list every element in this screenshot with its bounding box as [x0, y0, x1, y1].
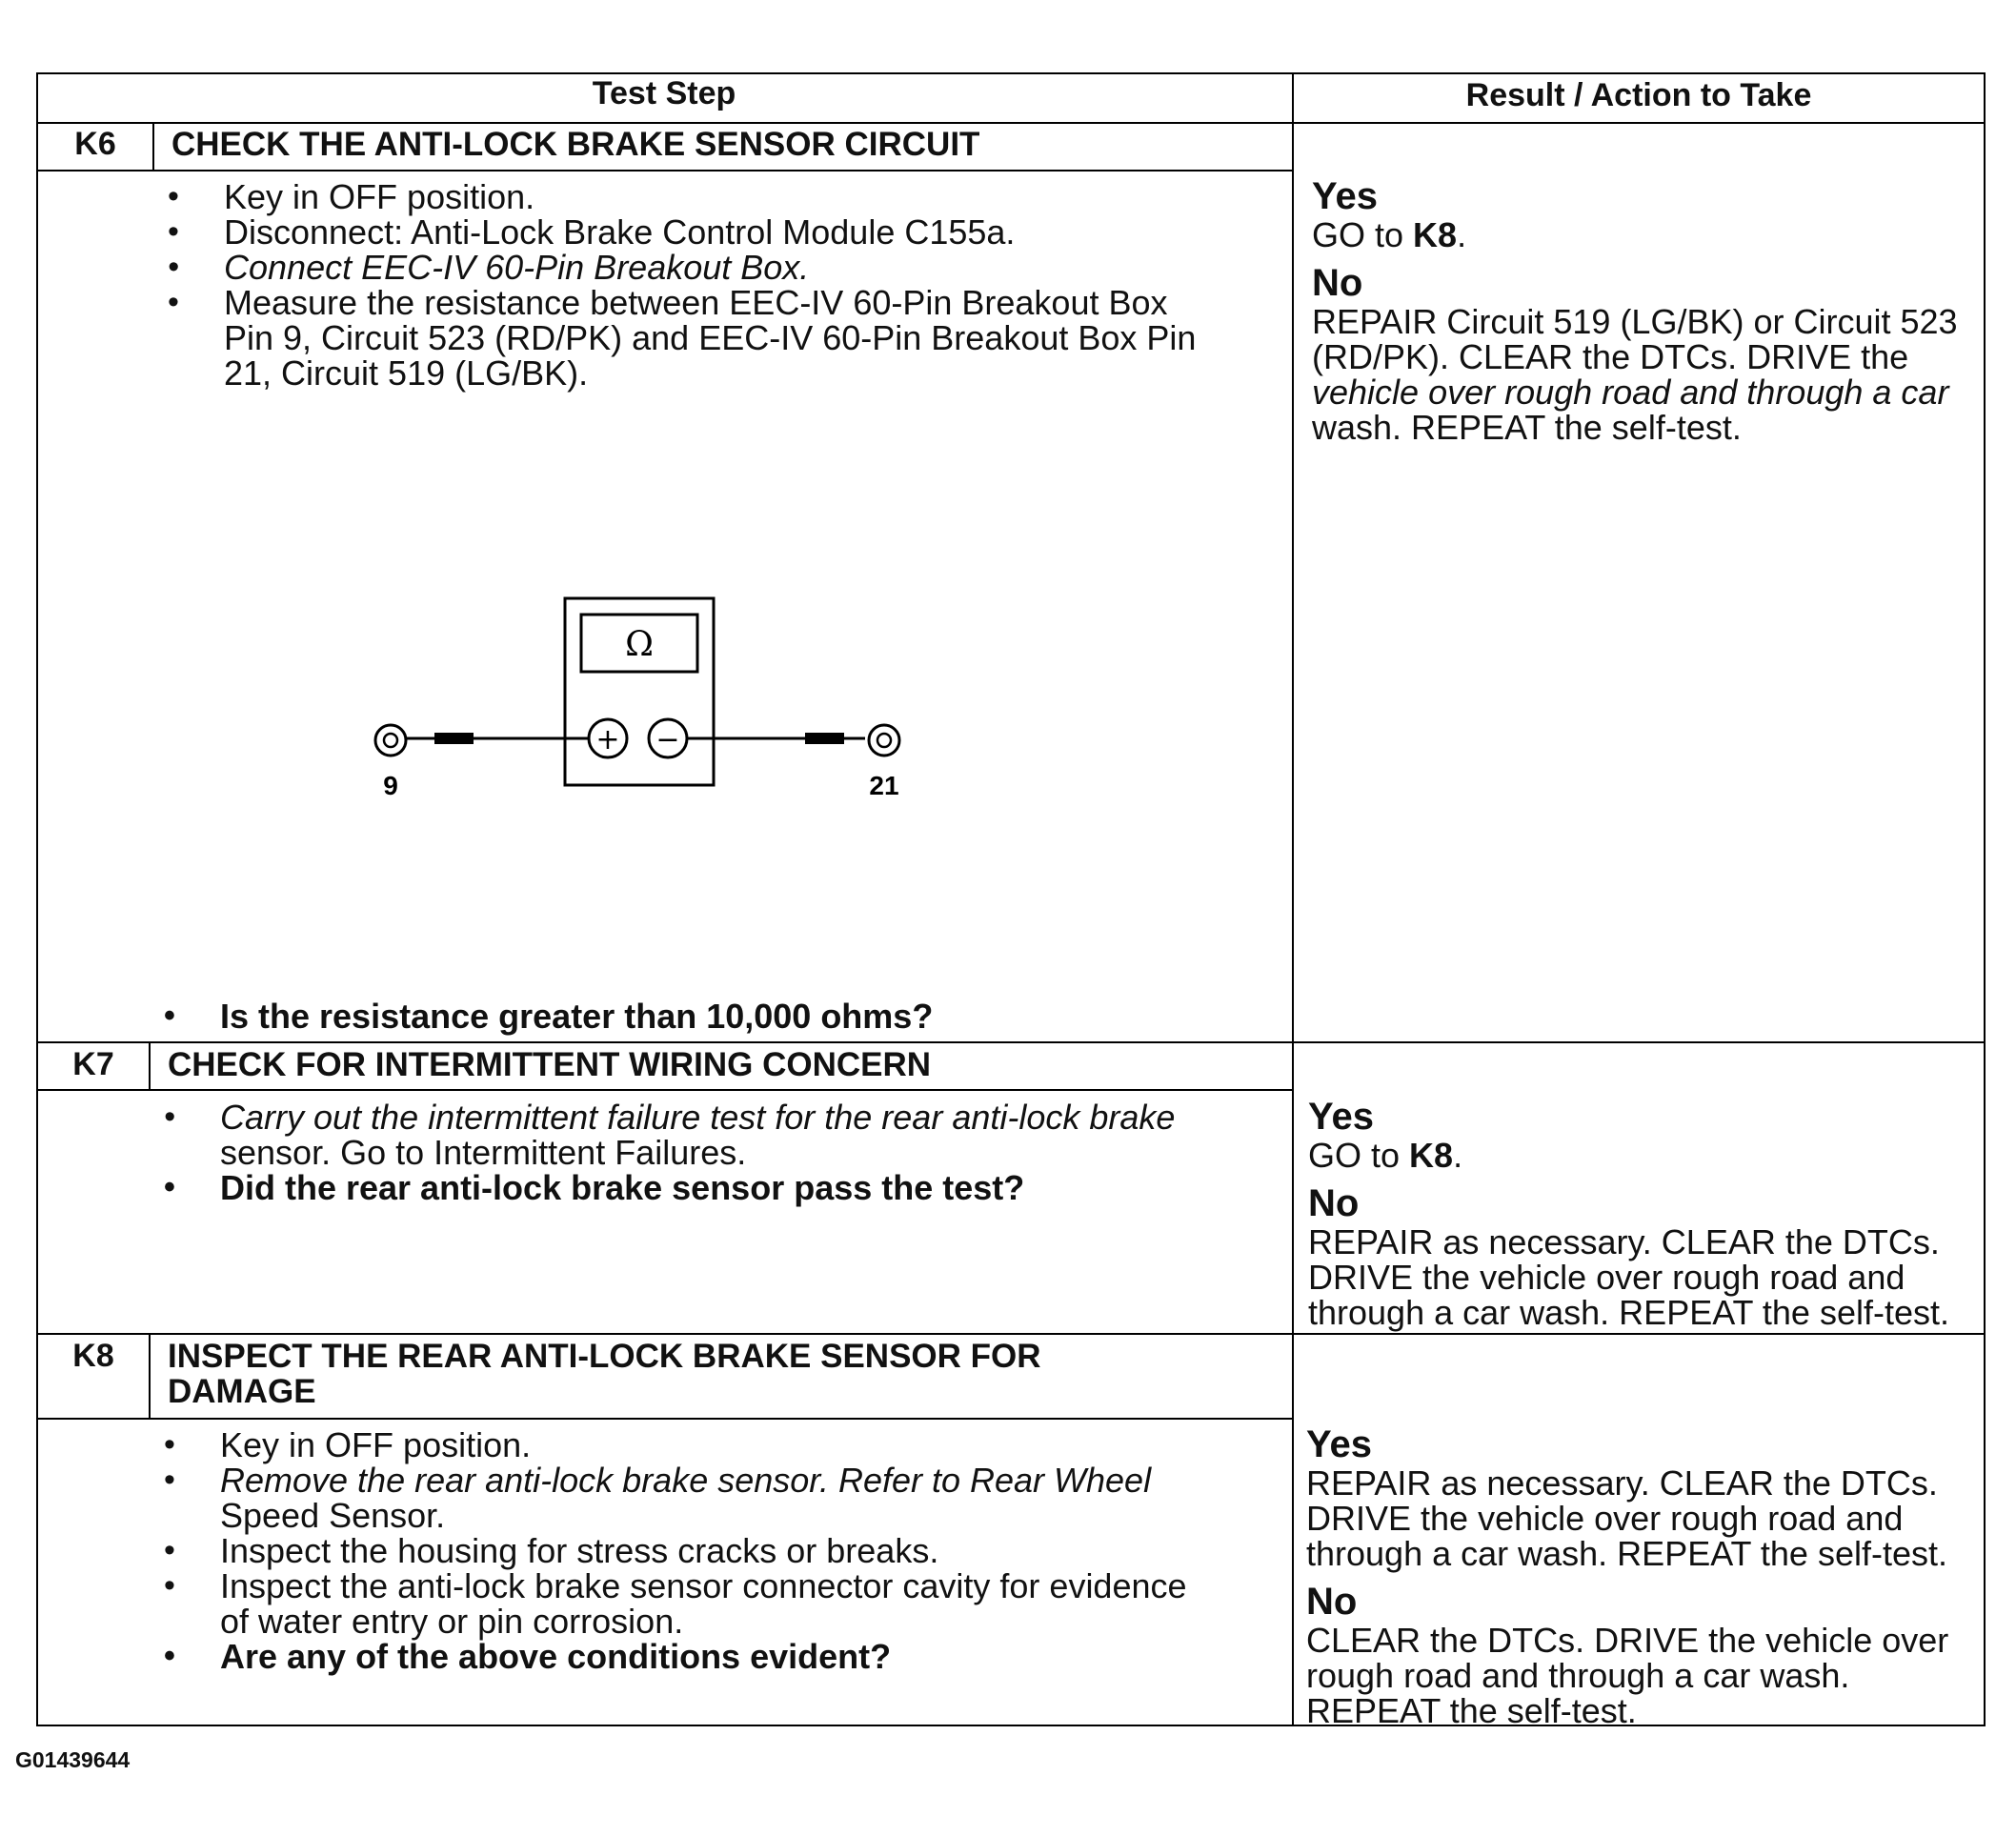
- pin-9-label: 9: [383, 771, 398, 800]
- figure-id: G01439644: [15, 1747, 131, 1772]
- yes-label: Yes: [1306, 1423, 1372, 1465]
- header-result-action: Result / Action to Take: [1465, 77, 1812, 113]
- pin-21-label: 21: [869, 771, 899, 800]
- ohm-symbol: Ω: [625, 625, 654, 664]
- k8-title-line-1: INSPECT THE REAR ANTI-LOCK BRAKE SENSOR FOR: [168, 1338, 1041, 1375]
- table-right-border: [1984, 72, 1986, 1726]
- header-bottom-border: [36, 122, 1986, 124]
- k6-k7-row-separator: [36, 1041, 1986, 1043]
- right-probe-tip: [805, 733, 844, 744]
- k7-code-divider: [149, 1041, 151, 1089]
- list-item: • Is the resistance greater than 10,000 ohms?: [164, 999, 933, 1034]
- pin-9-connector: [375, 725, 406, 756]
- list-item: • Inspect the anti-lock brake sensor connector cavity for evidence of water entry or pin corrosion.: [164, 1568, 1187, 1639]
- k8-code-divider: [149, 1333, 151, 1418]
- column-divider: [1292, 72, 1294, 1726]
- table-left-border: [36, 72, 38, 1726]
- k7-code: K7: [72, 1046, 114, 1082]
- list-item: • Are any of the above conditions evident?: [164, 1639, 1187, 1674]
- list-item: • Connect EEC-IV 60-Pin Breakout Box.: [168, 250, 1196, 285]
- yes-label: Yes: [1312, 175, 1378, 217]
- k6-code-divider: [152, 122, 154, 170]
- svg-text:−: −: [655, 723, 680, 757]
- left-probe-tip: [434, 733, 474, 744]
- pin-21-connector: [869, 725, 899, 756]
- table-top-border: [36, 72, 1986, 74]
- k6-title: CHECK THE ANTI-LOCK BRAKE SENSOR CIRCUIT: [171, 126, 980, 163]
- list-item: • Measure the resistance between EEC-IV 60-Pin Breakout Box Pin 9, Circuit 523 (RD/PK) and EEC-IV 60-Pin Breakout Box Pin 21, Circuit 519 (LG/BK).: [168, 285, 1196, 391]
- ohmmeter-diagram: [362, 591, 934, 819]
- k6-step-list: [168, 179, 1196, 391]
- k6-question-list: [164, 999, 933, 1034]
- k7-title: CHECK FOR INTERMITTENT WIRING CONCERN: [168, 1046, 932, 1083]
- k7-yes-action: GO to K8.: [1308, 1136, 1463, 1175]
- k7-result: Yes GO to K8. No REPAIR as necessary. CLEAR the DTCs. DRIVE the vehicle over rough road and through a car wash. REPEAT the self-test.: [1308, 1096, 1949, 1332]
- header-test-step: Test Step: [592, 75, 736, 111]
- k6-yes-action: GO to K8.: [1312, 215, 1467, 254]
- k6-code: K6: [74, 126, 116, 162]
- no-label: No: [1312, 262, 1363, 304]
- k6-title-bottom-border: [36, 170, 1293, 171]
- k7-step-list: [164, 1100, 1175, 1205]
- yes-label: Yes: [1308, 1096, 1374, 1138]
- k8-code: K8: [72, 1338, 114, 1374]
- k8-result: Yes REPAIR as necessary. CLEAR the DTCs. DRIVE the vehicle over rough road and through a car wash. REPEAT the self-test. No CLEAR the DTCs. DRIVE the vehicle over rough road and through a car wash. REPEAT the self-test.: [1306, 1423, 1949, 1730]
- list-item: • Did the rear anti-lock brake sensor pass the test?: [164, 1170, 1175, 1205]
- k7-k8-row-separator: [36, 1333, 1986, 1335]
- k8-step-list: [164, 1427, 1187, 1674]
- list-item: • Carry out the intermittent failure test for the rear anti-lock brake sensor. Go to Intermittent Failures.: [164, 1100, 1175, 1170]
- list-item: • Inspect the housing for stress cracks or breaks.: [164, 1533, 1187, 1568]
- no-label: No: [1308, 1182, 1360, 1224]
- list-item: • Remove the rear anti-lock brake sensor. Refer to Rear Wheel Speed Sensor.: [164, 1463, 1187, 1533]
- list-item: • Key in OFF position.: [164, 1427, 1187, 1463]
- k8-title-bottom-border: [36, 1418, 1293, 1420]
- list-item: • Disconnect: Anti-Lock Brake Control Module C155a.: [168, 214, 1196, 250]
- k8-title-line-2: DAMAGE: [168, 1373, 316, 1410]
- list-item: • Key in OFF position.: [168, 179, 1196, 214]
- k6-result: Yes GO to K8. No REPAIR Circuit 519 (LG/BK) or Circuit 523 (RD/PK). CLEAR the DTCs. DRIVE the vehicle over rough road and through a car wash. REPEAT the self-test.: [1312, 175, 1958, 447]
- k7-title-bottom-border: [36, 1089, 1293, 1091]
- no-label: No: [1306, 1581, 1358, 1623]
- svg-text:+: +: [595, 723, 620, 757]
